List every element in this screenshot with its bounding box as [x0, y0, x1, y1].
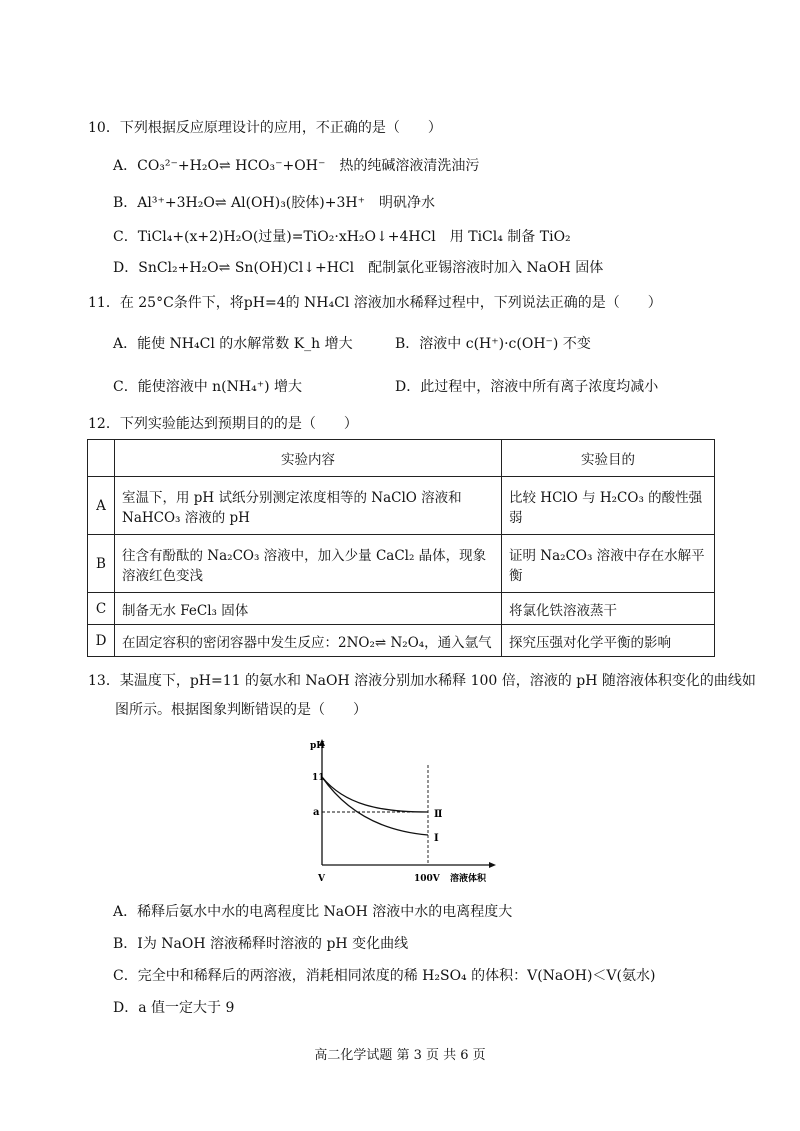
curve-ii-label: Ⅱ: [434, 809, 443, 820]
table-row: [88, 593, 715, 625]
x-axis-label: 溶液体积: [450, 874, 487, 884]
q13-option-d: D．a 值一定大于 9: [113, 1000, 235, 1016]
row-purpose: 探究压强对化学平衡的影响: [502, 625, 715, 657]
table-header-row: [88, 440, 715, 477]
q12-stem: 12．下列实验能达到预期目的的是（ ）: [88, 416, 358, 432]
row-label: D: [88, 625, 115, 657]
q13-stem-line1: 13．某温度下，pH=11 的氨水和 NaOH 溶液分别加水稀释 100 倍，溶液的 pH 随溶液体积变化的曲线如: [88, 673, 756, 689]
table-header: 实验目的: [502, 440, 715, 477]
row-label: A: [88, 477, 115, 535]
row-label: C: [88, 593, 115, 625]
table-row: [88, 535, 715, 593]
curve-i-label: Ⅰ: [434, 833, 439, 844]
experiment-table: [87, 439, 715, 657]
curve-ii: [322, 777, 428, 812]
q10-option-d: D．SnCl₂+H₂O⇌ Sn(OH)Cl↓+HCl 配制氯化亚锡溶液时加入 NaOH 固体: [113, 260, 604, 276]
row-content: 制备无水 FeCl₃ 固体: [115, 593, 502, 625]
x-tick-label: V: [318, 874, 325, 884]
q13-option-c: C．完全中和稀释后的两溶液，消耗相同浓度的稀 H₂SO₄ 的体积：V(NaOH)＜V(氨水): [113, 968, 656, 984]
table-header: 实验内容: [115, 440, 502, 477]
q10-stem: 10．下列根据反应原理设计的应用，不正确的是（ ）: [88, 120, 442, 136]
q13-option-a: A．稀释后氨水中水的电离程度比 NaOH 溶液中水的电离程度大: [113, 904, 513, 920]
ph-dilution-chart: [300, 735, 500, 885]
q11-option-b: B．溶液中 c(H⁺)·c(OH⁻) 不变: [395, 336, 591, 352]
row-purpose: 证明 Na₂CO₃ 溶液中存在水解平衡: [502, 535, 715, 593]
row-purpose: 将氯化铁溶液蒸干: [502, 593, 715, 625]
curve-i: [322, 777, 428, 835]
q10-option-c: C．TiCl₄+(x+2)H₂O(过量)=TiO₂·xH₂O↓+4HCl 用 TiCl₄ 制备 TiO₂: [113, 229, 571, 245]
row-content: 往含有酚酞的 Na₂CO₃ 溶液中，加入少量 CaCl₂ 晶体，现象溶液红色变浅: [115, 535, 502, 593]
q10-option-b: B．Al³⁺+3H₂O⇌ Al(OH)₃(胶体)+3H⁺ 明矾净水: [113, 195, 435, 211]
y-tick-label: a: [313, 807, 320, 818]
q11-option-d: D．此过程中，溶液中所有离子浓度均减小: [395, 379, 659, 395]
q11-option-a: A．能使 NH₄Cl 的水解常数 K_h 增大: [113, 336, 353, 352]
y-tick-label: 11: [312, 773, 325, 783]
page-footer: 高二化学试题 第 3 页 共 6 页: [314, 1048, 486, 1063]
q11-option-c: C．能使溶液中 n(NH₄⁺) 增大: [113, 379, 303, 395]
row-content: 室温下，用 pH 试纸分别测定浓度相等的 NaClO 溶液和 NaHCO₃ 溶液的 pH: [115, 477, 502, 535]
row-label: B: [88, 535, 115, 593]
q13-option-b: B．Ⅰ为 NaOH 溶液稀释时溶液的 pH 变化曲线: [113, 936, 409, 952]
q11-stem: 11．在 25°C条件下，将pH=4的 NH₄Cl 溶液加水稀释过程中，下列说法正确的是（ ）: [88, 295, 662, 311]
x-tick-label: 100V: [414, 874, 440, 884]
row-content: 在固定容积的密闭容器中发生反应：2NO₂⇌ N₂O₄，通入氩气: [115, 625, 502, 657]
q10-option-a: A．CO₃²⁻+H₂O⇌ HCO₃⁻+OH⁻ 热的纯碱溶液清洗油污: [113, 158, 480, 174]
q13-stem-line2: 图所示。根据图象判断错误的是（ ）: [115, 702, 367, 718]
y-axis-label: pH: [310, 741, 325, 751]
table-row: [88, 625, 715, 657]
x-axis-arrow-icon: [489, 862, 496, 868]
table-row: [88, 477, 715, 535]
row-purpose: 比较 HClO 与 H₂CO₃ 的酸性强弱: [502, 477, 715, 535]
table-header: [88, 440, 115, 477]
